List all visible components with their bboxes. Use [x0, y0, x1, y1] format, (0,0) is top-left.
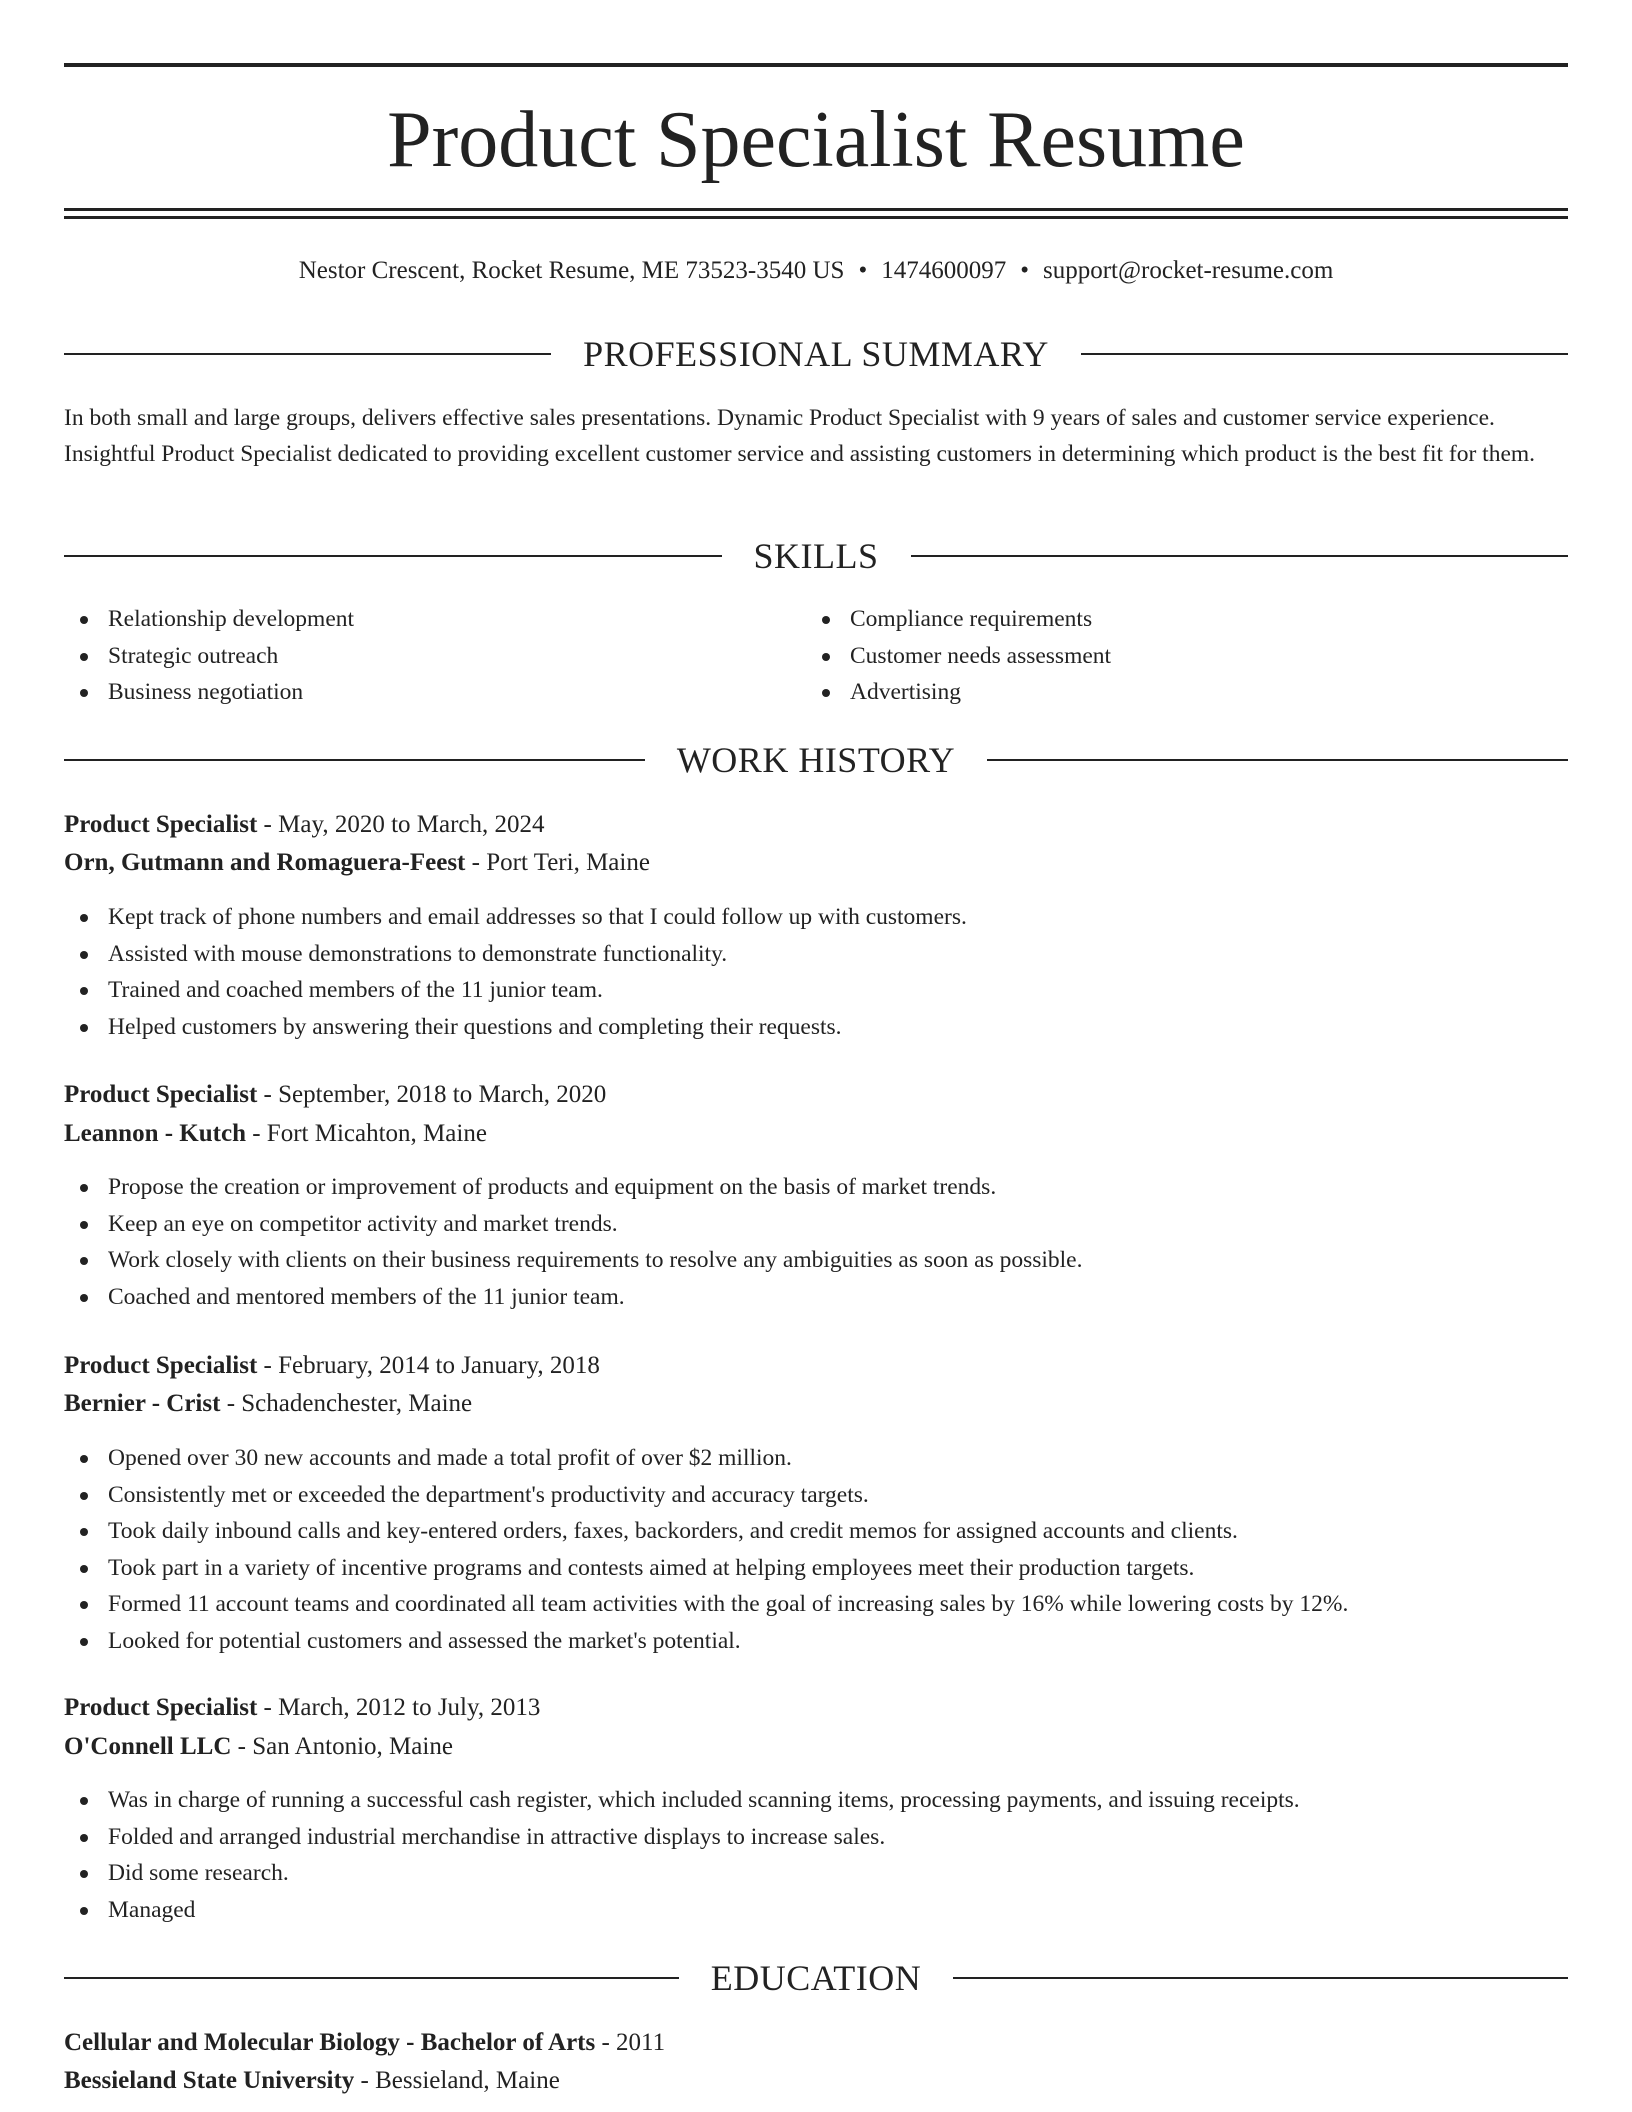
job-bullet: Consistently met or exceeded the department's productivity and accuracy targets. — [64, 1477, 1568, 1514]
job-company-line — [64, 1387, 472, 1421]
job-bullet: Looked for potential customers and assessed the market's potential. — [64, 1623, 1568, 1660]
title-double-rule-lower — [64, 216, 1568, 219]
contact-email: support@rocket-resume.com — [1043, 257, 1334, 284]
job-bullets — [64, 899, 1568, 1045]
job-company-line — [64, 846, 650, 880]
job-bullet: Propose the creation or improvement of products and equipment on the basis of market trends. — [64, 1169, 1568, 1206]
heading-rule — [64, 1977, 679, 1979]
job-bullets — [64, 1440, 1568, 1659]
skills-list-left — [64, 601, 354, 711]
heading-rule — [1081, 353, 1568, 355]
heading-rule — [64, 759, 645, 761]
job-company: Leannon - Kutch — [64, 1120, 246, 1147]
job-bullet: Coached and mentored members of the 11 junior team. — [64, 1279, 1568, 1316]
section-heading-education — [64, 1956, 1568, 2000]
title-double-rule-upper — [64, 208, 1568, 211]
job-bullets — [64, 1169, 1568, 1315]
skill-item: Advertising — [806, 674, 1111, 711]
section-heading-skills — [64, 534, 1568, 578]
job-bullet: Managed — [64, 1892, 1568, 1929]
job-bullet: Kept track of phone numbers and email addresses so that I could follow up with customers. — [64, 899, 1568, 936]
job-title: Product Specialist — [64, 1352, 258, 1379]
job-company: Bernier - Crist — [64, 1390, 221, 1417]
job-bullet: Did some research. — [64, 1855, 1568, 1892]
job-bullet: Opened over 30 new accounts and made a total profit of over $2 million. — [64, 1440, 1568, 1477]
skill-item: Relationship development — [64, 601, 354, 638]
job-company-line — [64, 1730, 453, 1764]
job-company: Orn, Gutmann and Romaguera-Feest — [64, 849, 466, 876]
section-heading-label: PROFESSIONAL SUMMARY — [583, 334, 1049, 374]
skill-item: Strategic outreach — [64, 638, 354, 675]
heading-rule — [987, 759, 1568, 761]
skill-item: Business negotiation — [64, 674, 354, 711]
education-year: - 2011 — [595, 2029, 666, 2056]
education-school: Bessieland State University — [64, 2067, 355, 2094]
skill-item: Customer needs assessment — [806, 638, 1111, 675]
resume-title: Product Specialist Resume — [387, 96, 1245, 184]
job-bullet: Assisted with mouse demonstrations to demonstrate functionality. — [64, 936, 1568, 973]
education-location: - Bessieland, Maine — [354, 2067, 560, 2094]
heading-rule — [911, 555, 1569, 557]
job-bullet: Took part in a variety of incentive programs and contests aimed at helping employees meet their production targets. — [64, 1550, 1568, 1587]
job-bullet: Work closely with clients on their business requirements to resolve any ambiguities as soon as possible. — [64, 1242, 1568, 1279]
skill-item: Compliance requirements — [806, 601, 1111, 638]
job-title-line — [64, 1349, 600, 1383]
education-school-line — [64, 2064, 560, 2098]
job-bullet: Keep an eye on competitor activity and market trends. — [64, 1206, 1568, 1243]
job-bullet: Trained and coached members of the 11 junior team. — [64, 972, 1568, 1009]
skills-list-right — [806, 601, 1111, 711]
job-company-line — [64, 1117, 487, 1151]
job-location: - Fort Micahton, Maine — [245, 1120, 487, 1147]
job-location: - San Antonio, Maine — [231, 1733, 453, 1760]
job-title: Product Specialist — [64, 1081, 258, 1108]
contact-address: Nestor Crescent, Rocket Resume, ME 73523-3540 US — [298, 257, 845, 284]
contact-separator: • — [858, 257, 868, 284]
contact-separator: • — [1020, 257, 1029, 284]
heading-rule — [953, 1977, 1568, 1979]
contact-line — [64, 254, 1568, 288]
job-dates: - May, 2020 to March, 2024 — [257, 811, 545, 838]
job-dates: - February, 2014 to January, 2018 — [257, 1352, 600, 1379]
education-degree-line — [64, 2026, 665, 2060]
heading-rule — [64, 353, 551, 355]
job-bullets — [64, 1782, 1568, 1928]
job-bullet: Was in charge of running a successful cash register, which included scanning items, processing payments, and issuing receipts. — [64, 1782, 1568, 1819]
summary-text: In both small and large groups, delivers effective sales presentations. Dynamic Product Specialist with 9 years of sales and customer service experience. Insightful Product Specialist dedicated to providing excellent customer service and assisting customers in determining which product is the best fit for them. — [64, 405, 1536, 467]
job-bullet: Folded and arranged industrial merchandise in attractive displays to increase sales. — [64, 1819, 1568, 1856]
job-bullet: Took daily inbound calls and key-entered orders, faxes, backorders, and credit memos for assigned accounts and clients. — [64, 1513, 1568, 1550]
heading-rule — [64, 555, 722, 557]
section-heading-label: SKILLS — [753, 536, 879, 576]
section-heading-label: WORK HISTORY — [676, 740, 956, 780]
education-degree: Cellular and Molecular Biology - Bachelor of Arts — [64, 2029, 596, 2056]
section-heading-label: EDUCATION — [710, 1958, 922, 1998]
job-title: Product Specialist — [64, 1694, 258, 1721]
job-title-line — [64, 1691, 540, 1725]
top-rule — [64, 63, 1568, 67]
job-title: Product Specialist — [64, 811, 258, 838]
section-heading-summary — [64, 332, 1568, 376]
job-bullet: Formed 11 account teams and coordinated all team activities with the goal of increasing sales by 16% while lowering costs by 12%. — [64, 1586, 1568, 1623]
job-dates: - March, 2012 to July, 2013 — [257, 1694, 541, 1721]
section-heading-work-history — [64, 738, 1568, 782]
contact-phone: 1474600097 — [881, 257, 1007, 284]
job-location: - Port Teri, Maine — [465, 849, 650, 876]
job-location: - Schadenchester, Maine — [220, 1390, 473, 1417]
job-dates: - September, 2018 to March, 2020 — [257, 1081, 607, 1108]
job-title-line — [64, 808, 545, 842]
job-company: O'Connell LLC — [64, 1733, 232, 1760]
job-title-line — [64, 1078, 606, 1112]
job-bullet: Helped customers by answering their questions and completing their requests. — [64, 1009, 1568, 1046]
